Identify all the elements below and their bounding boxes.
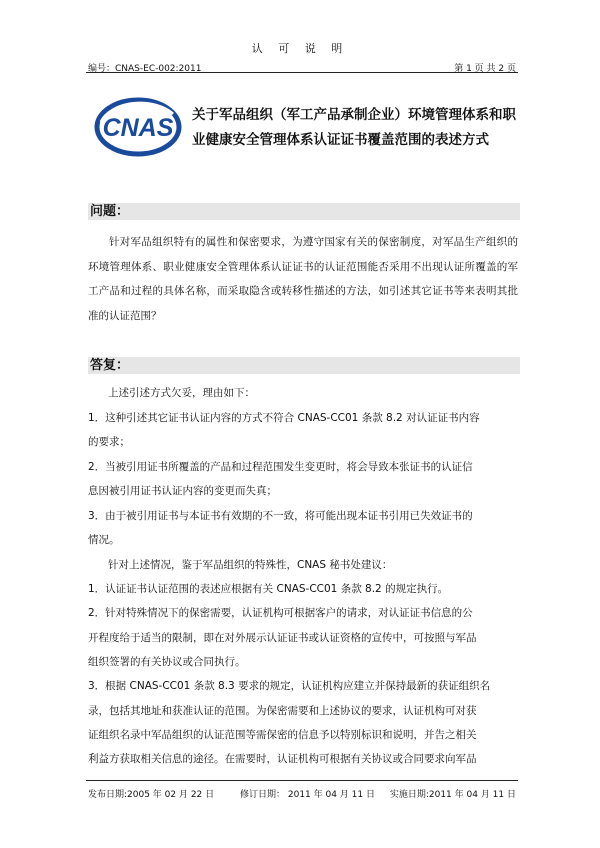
reason-2-line-2: 息因被引用证书认证内容的变更而失真； [88,485,277,497]
issue-date: 发布日期:2005 年 02 月 22 日 [88,790,215,800]
page-info: 第 1 页 共 2 页 [454,64,516,74]
logo-text: CNAS [102,114,174,142]
suggestion-3-line-1: 3．根据 CNAS-CC01 条款 8.3 要求的规定，认证机构应建立并保持最新的获证组织名 [88,680,491,692]
suggestion-2-line-1: 2．针对特殊情况下的保密需要，认证机构可根据客户的请求，对认证证书信息的公 [88,607,473,619]
effective-date: 实施日期:2011 年 04 月 11 日 [389,790,516,800]
revision-date: 修订日期： 2011 年 04 月 11 日 [240,790,375,800]
header-divider [86,72,518,73]
question-body: 针对军品组织特有的属性和保密要求，为遵守国家有关的保密制度，对军品生产组织的环境管理体系、职业健康安全管理体系认证证书的认证范围能否采用不出现认证所覆盖的军工产品和过程的具体名称，而采取隐含或转移性描述的方法，如引述其它证书等来表明其批准的认证范围？ [88,236,518,322]
footer-divider [86,780,518,781]
document-title: 关于军品组织（军工产品承制企业）环境管理体系和职业健康安全管理体系认证证书覆盖范围的表述方式 [192,107,516,148]
reason-3-line-2: 情况。 [88,534,120,546]
advice-intro: 针对上述情况，鉴于军品组织的特殊性，CNAS 秘书处建议： [108,559,393,571]
suggestion-3-line-4: 利益方获取相关信息的途径。在需要时，认证机构可根据有关协议或合同要求向军品 [88,753,477,765]
suggestion-3-line-3: 证组织名录中军品组织的认证范围等需保密的信息予以特别标识和说明，并告之相关 [88,729,477,741]
suggestion-2-line-3: 组织签署的有关协议或合同执行。 [88,656,246,668]
reason-2-line-1: 2．当被引用证书所覆盖的产品和过程范围发生变更时，将会导致本张证书的认证信 [88,461,473,473]
header-title: 认 可 说 明 [251,42,349,55]
cnas-logo [93,96,183,158]
reason-1-line-2: 的要求； [88,436,130,448]
doc-number: 编号：CNAS-EC-002:2011 [88,64,202,74]
question-heading: 问题： [88,203,520,220]
answer-intro: 上述引述方式欠妥，理由如下： [108,387,255,399]
suggestion-3-line-2: 录，包括其地址和获准认证的范围。为保密需要和上述协议的要求，认证机构可对获 [88,705,477,717]
suggestion-2-line-2: 开程度给于适当的限制，即在对外展示认证证书或认证资格的宣传中，可按照与军品 [88,632,477,644]
reason-1-line-1: 1．这种引述其它证书认证内容的方式不符合 CNAS-CC01 条款 8.2 对认证证书内容 [88,412,480,424]
reason-3-line-1: 3．由于被引用证书与本证书有效期的不一致，将可能出现本证书引用已失效证书的 [88,510,473,522]
cnas-logo-icon [93,96,183,158]
answer-heading: 答复： [88,357,520,374]
suggestion-1: 1．认证证书认证范围的表述应根据有关 CNAS-CC01 条款 8.2 的规定执行。 [88,583,449,595]
